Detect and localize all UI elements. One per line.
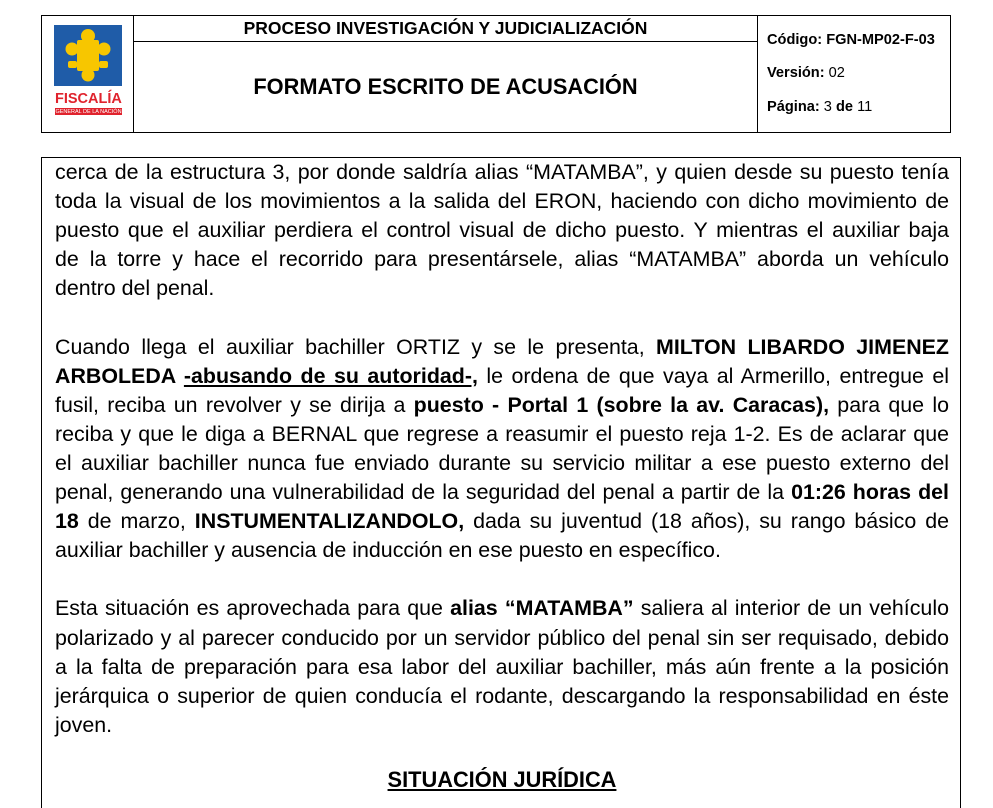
page-number: 3	[823, 99, 832, 115]
logo-subtitle: GENERAL DE LA NACIÓN	[55, 108, 122, 115]
text-run: puesto que el auxiliar perdiera el control visual de dicho puesto. Y mientras el auxiliar baja	[55, 218, 949, 243]
page-total: 11	[857, 99, 873, 115]
text-run: auxiliar bachiller y ausencia de inducción en ese puesto en específico.	[55, 538, 721, 563]
text-run: de marzo,	[78, 509, 195, 534]
document-meta-cell	[758, 16, 950, 132]
logo-subtitle-bar	[55, 108, 122, 115]
text-line	[55, 594, 949, 623]
paragraph-3	[55, 594, 949, 739]
paragraph-1	[55, 158, 949, 303]
text-line	[55, 158, 949, 187]
text-line	[55, 274, 949, 303]
emphasized-text: MILTON LIBARDO JIMENEZ	[656, 334, 949, 359]
text-run: para que lo	[829, 392, 950, 417]
document-body-box	[41, 157, 961, 808]
text-run: de la torre y hace el recorrido para presentársele, alias “MATAMBA” aborda un vehículo	[55, 247, 949, 272]
text-run: a la falta de preparación para esa labor del auxiliar bachiller, más aún frente a la posición	[55, 654, 949, 679]
text-line	[55, 536, 949, 565]
paragraph-2	[55, 333, 949, 566]
text-line	[55, 478, 949, 507]
text-line	[55, 216, 949, 245]
text-line	[55, 333, 949, 362]
page-of-label: de	[835, 99, 853, 115]
page-label: Página:	[767, 99, 820, 115]
form-title: FORMATO ESCRITO DE ACUSACIÓN	[253, 74, 638, 99]
text-run: Cuando llega el auxiliar bachiller ORTIZ y se le presenta,	[55, 334, 657, 359]
logo-wordmark: FISCALÍA	[55, 91, 122, 107]
emphasized-text: alias “MATAMBA”	[450, 596, 634, 621]
text-run: penal, generando una vulnerabilidad de la seguridad del penal a partir de la	[55, 480, 792, 505]
emphasized-text: puesto - Portal 1 (sobre la av. Caracas),	[413, 392, 830, 417]
version-value: 02	[828, 65, 845, 81]
text-run: le ordena de que vaya al Armerillo, entregue el	[477, 363, 950, 388]
page-row	[767, 97, 872, 117]
process-title: PROCESO INVESTIGACIÓN Y JUDICIALIZACIÓN	[134, 16, 757, 42]
section-heading	[55, 765, 949, 794]
text-run: toda la visual de los movimientos a la salida del ERON, haciendo con dicho movimiento de	[55, 189, 949, 214]
text-line	[55, 682, 949, 711]
text-line	[55, 449, 949, 478]
text-line	[55, 653, 949, 682]
text-line	[55, 391, 949, 420]
code-value: FGN-MP02-F-03	[826, 32, 935, 48]
emphasized-text: ARBOLEDA	[55, 363, 184, 388]
document-header	[41, 15, 951, 133]
text-run: saliera al interior de un vehículo	[633, 596, 949, 621]
text-run: dentro del penal.	[55, 276, 215, 301]
version-label: Versión:	[767, 65, 825, 81]
emphasized-text: INSTUMENTALIZANDOLO,	[194, 509, 465, 534]
code-row	[767, 30, 935, 50]
emphasized-text: -abusando de su autoridad-,	[183, 363, 478, 388]
document-body-text	[55, 158, 949, 794]
text-line	[55, 187, 949, 216]
text-run: Esta situación es aprovechada para que	[55, 596, 451, 621]
version-row	[767, 63, 845, 83]
text-line	[55, 711, 949, 740]
emphasized-text: 18	[55, 509, 79, 534]
logo-cell	[42, 16, 134, 132]
text-line	[55, 624, 949, 653]
title-cell	[134, 16, 758, 132]
puzzle-piece-icon	[54, 25, 122, 86]
text-line	[55, 245, 949, 274]
text-run: reciba y que le diga a BERNAL que regrese a reasumir el puesto reja 1-2. Es de aclarar que	[55, 421, 949, 446]
emphasized-text: 01:26 horas del	[791, 480, 949, 505]
text-line	[55, 420, 949, 449]
section-heading-text: SITUACIÓN JURÍDICA	[387, 766, 617, 792]
code-label: Código:	[767, 32, 823, 48]
text-run: el auxiliar bachiller nunca fue enviado durante su servicio militar a ese puesto externo del	[55, 450, 949, 475]
text-run: polarizado y al parecer conducido por un servidor público del penal sin ser requisado, debido	[55, 625, 949, 650]
text-run: jerárquica o superior de quien conducía el rodante, descargando la responsabilidad en éste	[55, 683, 949, 708]
text-run: cerca de la estructura 3, por donde saldría alias “MATAMBA”, y quien desde su puesto tenía	[55, 160, 949, 184]
text-run: fusil, reciba un revolver y se dirija a	[55, 392, 414, 417]
text-line	[55, 507, 949, 536]
text-line	[55, 362, 949, 391]
text-run: dada su juventud (18 años), su rango básico de	[464, 509, 949, 534]
text-run: joven.	[55, 712, 113, 737]
